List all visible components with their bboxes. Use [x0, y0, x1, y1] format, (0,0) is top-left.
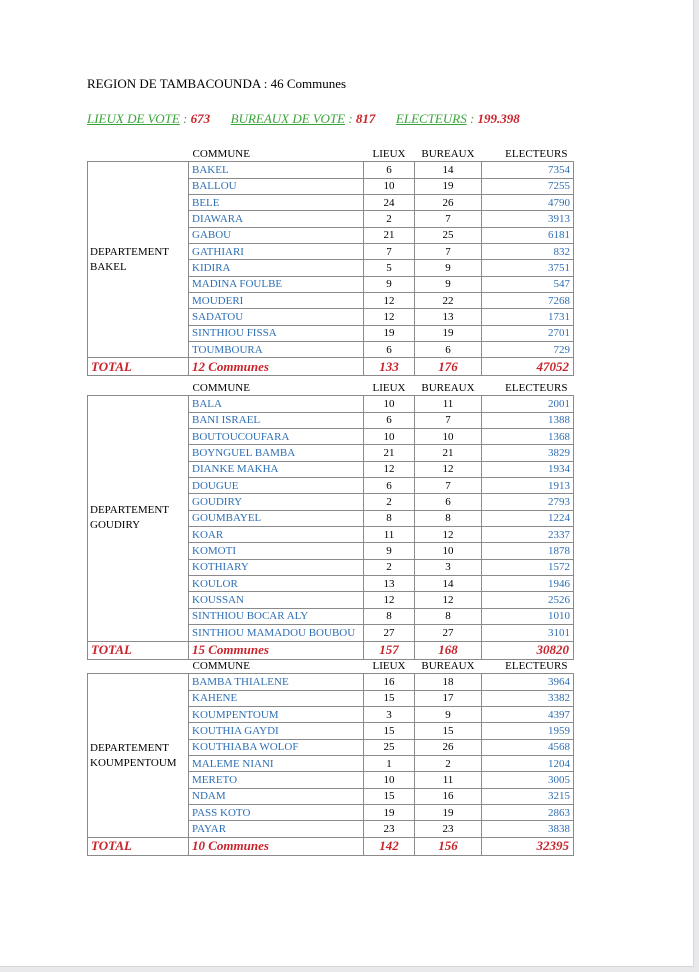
- commune-name: NDAM: [189, 788, 364, 804]
- bureaux-value: 817: [355, 111, 376, 126]
- electeurs-count: 2001: [482, 396, 574, 412]
- lieux-count: 19: [364, 805, 415, 821]
- lieux-count: 10: [364, 772, 415, 788]
- lieux-count: 21: [364, 445, 415, 461]
- lieux-count: 15: [364, 788, 415, 804]
- electeurs-count: 1946: [482, 576, 574, 592]
- table-row: [88, 396, 574, 412]
- total-label: TOTAL: [88, 358, 189, 376]
- electeurs-count: 7268: [482, 293, 574, 309]
- department-name: [88, 396, 189, 641]
- lieux-count: 12: [364, 309, 415, 325]
- commune-name: KOTHIARY: [189, 559, 364, 575]
- department-table-koumpentoum: [87, 658, 573, 856]
- bureaux-count: 14: [415, 576, 482, 592]
- bureaux-count: 21: [415, 445, 482, 461]
- commune-name: MERETO: [189, 772, 364, 788]
- lieux-count: 6: [364, 412, 415, 428]
- electeurs-count: 3838: [482, 821, 574, 837]
- commune-name: GOUDIRY: [189, 494, 364, 510]
- lieux-count: 2: [364, 494, 415, 510]
- header-row: [88, 380, 574, 396]
- commune-name: BAMBA THIALENE: [189, 674, 364, 690]
- commune-name: BOYNGUEL BAMBA: [189, 445, 364, 461]
- lieux-count: 12: [364, 461, 415, 477]
- lieux-count: 7: [364, 244, 415, 260]
- total-communes: 12 Communes: [189, 358, 364, 376]
- electeurs-count: 1224: [482, 510, 574, 526]
- department-label: DEPARTEMENT: [90, 504, 169, 517]
- commune-name: TOUMBOURA: [189, 342, 364, 358]
- total-electeurs: 47052: [482, 358, 574, 376]
- electeurs-count: 2863: [482, 805, 574, 821]
- bureaux-count: 13: [415, 309, 482, 325]
- department-name: [88, 674, 189, 837]
- commune-name: KOUMPENTOUM: [189, 707, 364, 723]
- bureaux-count: 7: [415, 244, 482, 260]
- commune-name: PAYAR: [189, 821, 364, 837]
- lieux-count: 25: [364, 739, 415, 755]
- commune-name: BALLOU: [189, 178, 364, 194]
- electeurs-count: 4790: [482, 195, 574, 211]
- commune-name: BAKEL: [189, 162, 364, 178]
- lieux-count: 16: [364, 674, 415, 690]
- electeurs-count: 3964: [482, 674, 574, 690]
- electeurs-count: 3215: [482, 788, 574, 804]
- commune-name: BELE: [189, 195, 364, 211]
- department-name: [88, 162, 189, 358]
- lieux-count: 8: [364, 608, 415, 624]
- commune-name: BOUTOUCOUFARA: [189, 429, 364, 445]
- header-row: [88, 658, 574, 674]
- region-summary: LIEUX DE VOTE : 673 BUREAUX DE VOTE : 817 ELECTEURS : 199.398: [87, 111, 520, 126]
- lieux-count: 27: [364, 625, 415, 641]
- results-table: [87, 658, 574, 856]
- total-lieux: 133: [364, 358, 415, 376]
- results-table: [87, 146, 574, 376]
- total-communes: 15 Communes: [189, 641, 364, 659]
- commune-name: SINTHIOU MAMADOU BOUBOU: [189, 625, 364, 641]
- bureaux-count: 19: [415, 805, 482, 821]
- lieux-count: 6: [364, 478, 415, 494]
- bureaux-count: 7: [415, 412, 482, 428]
- bureaux-count: 9: [415, 260, 482, 276]
- bureaux-count: 7: [415, 478, 482, 494]
- results-table: [87, 380, 574, 660]
- bureaux-count: 15: [415, 723, 482, 739]
- bureaux-count: 19: [415, 178, 482, 194]
- lieux-count: 15: [364, 723, 415, 739]
- commune-name: KOUTHIABA WOLOF: [189, 739, 364, 755]
- commune-name: MALEME NIANI: [189, 756, 364, 772]
- total-row: [88, 837, 574, 855]
- lieux-count: 3: [364, 707, 415, 723]
- lieux-count: 8: [364, 510, 415, 526]
- electeurs-count: 1388: [482, 412, 574, 428]
- total-electeurs: 30820: [482, 641, 574, 659]
- electeurs-count: 1010: [482, 608, 574, 624]
- lieux-value: 673: [190, 111, 211, 126]
- electeurs-count: 2701: [482, 325, 574, 341]
- commune-name: SINTHIOU BOCAR ALY: [189, 608, 364, 624]
- bureaux-count: 11: [415, 772, 482, 788]
- electeurs-count: 1878: [482, 543, 574, 559]
- electeurs-count: 4397: [482, 707, 574, 723]
- lieux-count: 5: [364, 260, 415, 276]
- header-bureaux: BUREAUX: [421, 381, 475, 394]
- bureaux-count: 8: [415, 510, 482, 526]
- lieux-label: LIEUX DE VOTE: [87, 111, 180, 126]
- commune-name: KOMOTI: [189, 543, 364, 559]
- header-blank: [88, 380, 189, 396]
- commune-name: PASS KOTO: [189, 805, 364, 821]
- electeurs-count: 1934: [482, 461, 574, 477]
- header-lieux: LIEUX: [372, 381, 406, 394]
- lieux-count: 24: [364, 195, 415, 211]
- electeurs-count: 7255: [482, 178, 574, 194]
- bureaux-count: 12: [415, 592, 482, 608]
- lieux-count: 23: [364, 821, 415, 837]
- commune-name: SINTHIOU FISSA: [189, 325, 364, 341]
- bureaux-count: 25: [415, 227, 482, 243]
- commune-name: KOULOR: [189, 576, 364, 592]
- total-label: TOTAL: [88, 837, 189, 855]
- total-row: [88, 358, 574, 376]
- electeurs-count: 3005: [482, 772, 574, 788]
- electeurs-count: 1572: [482, 559, 574, 575]
- total-electeurs: 32395: [482, 837, 574, 855]
- electeurs-label: ELECTEURS: [395, 111, 467, 126]
- electeurs-count: 1731: [482, 309, 574, 325]
- total-lieux: 157: [364, 641, 415, 659]
- bureaux-count: 12: [415, 461, 482, 477]
- header-lieux: LIEUX: [372, 147, 406, 160]
- total-communes: 10 Communes: [189, 837, 364, 855]
- commune-name: DOUGUE: [189, 478, 364, 494]
- electeurs-count: 1913: [482, 478, 574, 494]
- electeurs-count: 3101: [482, 625, 574, 641]
- bureaux-count: 11: [415, 396, 482, 412]
- header-row: [88, 146, 574, 162]
- bureaux-count: 3: [415, 559, 482, 575]
- header-bureaux: BUREAUX: [421, 147, 475, 160]
- total-bureaux: 176: [415, 358, 482, 376]
- header-blank: [88, 658, 189, 674]
- electeurs-count: 4568: [482, 739, 574, 755]
- electeurs-count: 3751: [482, 260, 574, 276]
- bureaux-count: 16: [415, 788, 482, 804]
- commune-name: KOUTHIA GAYDI: [189, 723, 364, 739]
- header-lieux: LIEUX: [372, 659, 406, 672]
- total-row: [88, 641, 574, 659]
- bureaux-count: 10: [415, 429, 482, 445]
- bureaux-count: 10: [415, 543, 482, 559]
- total-lieux: 142: [364, 837, 415, 855]
- commune-name: MADINA FOULBE: [189, 276, 364, 292]
- bureaux-count: 19: [415, 325, 482, 341]
- bureaux-count: 26: [415, 739, 482, 755]
- bureaux-count: 22: [415, 293, 482, 309]
- region-title: REGION DE TAMBACOUNDA : 46 Communes: [87, 76, 347, 91]
- lieux-count: 11: [364, 527, 415, 543]
- department-value: KOUMPENTOUM: [90, 756, 177, 769]
- commune-name: KIDIRA: [189, 260, 364, 276]
- lieux-count: 6: [364, 162, 415, 178]
- commune-name: KOAR: [189, 527, 364, 543]
- bureaux-count: 6: [415, 342, 482, 358]
- electeurs-count: 2337: [482, 527, 574, 543]
- lieux-count: 9: [364, 543, 415, 559]
- bureaux-count: 12: [415, 527, 482, 543]
- total-bureaux: 156: [415, 837, 482, 855]
- department-label: DEPARTEMENT: [90, 245, 169, 258]
- electeurs-count: 1959: [482, 723, 574, 739]
- lieux-count: 2: [364, 559, 415, 575]
- lieux-count: 6: [364, 342, 415, 358]
- header-blank: [88, 146, 189, 162]
- bureaux-count: 9: [415, 707, 482, 723]
- lieux-count: 21: [364, 227, 415, 243]
- bureaux-count: 27: [415, 625, 482, 641]
- lieux-count: 2: [364, 211, 415, 227]
- bureaux-count: 26: [415, 195, 482, 211]
- commune-name: GATHIARI: [189, 244, 364, 260]
- bureaux-count: 17: [415, 690, 482, 706]
- lieux-count: 10: [364, 429, 415, 445]
- electeurs-count: 3382: [482, 690, 574, 706]
- bureaux-label: BUREAUX DE VOTE: [230, 111, 346, 126]
- lieux-count: 12: [364, 592, 415, 608]
- commune-name: SADATOU: [189, 309, 364, 325]
- department-table-goudiry: [87, 380, 573, 660]
- electeurs-count: 1204: [482, 756, 574, 772]
- bureaux-count: 14: [415, 162, 482, 178]
- electeurs-count: 3829: [482, 445, 574, 461]
- electeurs-count: 729: [482, 342, 574, 358]
- electeurs-count: 1368: [482, 429, 574, 445]
- bureaux-count: 6: [415, 494, 482, 510]
- header-electeurs: ELECTEURS: [505, 381, 568, 394]
- bureaux-count: 2: [415, 756, 482, 772]
- total-bureaux: 168: [415, 641, 482, 659]
- total-label: TOTAL: [88, 641, 189, 659]
- lieux-count: 10: [364, 396, 415, 412]
- table-row: [88, 162, 574, 178]
- lieux-count: 9: [364, 276, 415, 292]
- bureaux-count: 23: [415, 821, 482, 837]
- electeurs-count: 547: [482, 276, 574, 292]
- header-electeurs: ELECTEURS: [505, 659, 568, 672]
- commune-name: GABOU: [189, 227, 364, 243]
- bureaux-count: 9: [415, 276, 482, 292]
- electeurs-count: 832: [482, 244, 574, 260]
- commune-name: GOUMBAYEL: [189, 510, 364, 526]
- header-bureaux: BUREAUX: [421, 659, 475, 672]
- commune-name: KOUSSAN: [189, 592, 364, 608]
- electeurs-count: 6181: [482, 227, 574, 243]
- department-table-bakel: [87, 146, 573, 376]
- bureaux-count: 8: [415, 608, 482, 624]
- bureaux-count: 18: [415, 674, 482, 690]
- lieux-count: 19: [364, 325, 415, 341]
- commune-name: KAHENE: [189, 690, 364, 706]
- lieux-count: 13: [364, 576, 415, 592]
- electeurs-count: 2793: [482, 494, 574, 510]
- commune-name: BANI ISRAEL: [189, 412, 364, 428]
- commune-name: MOUDERI: [189, 293, 364, 309]
- department-value: GOUDIRY: [90, 519, 141, 532]
- header-commune: COMMUNE: [192, 147, 250, 160]
- department-value: BAKEL: [90, 260, 127, 273]
- electeurs-count: 3913: [482, 211, 574, 227]
- lieux-count: 10: [364, 178, 415, 194]
- electeurs-count: 2526: [482, 592, 574, 608]
- lieux-count: 1: [364, 756, 415, 772]
- department-label: DEPARTEMENT: [90, 741, 169, 754]
- electeurs-value: 199.398: [477, 111, 520, 126]
- header-commune: COMMUNE: [192, 659, 250, 672]
- electeurs-count: 7354: [482, 162, 574, 178]
- commune-name: BALA: [189, 396, 364, 412]
- header-electeurs: ELECTEURS: [505, 147, 568, 160]
- commune-name: DIAWARA: [189, 211, 364, 227]
- lieux-count: 15: [364, 690, 415, 706]
- lieux-count: 12: [364, 293, 415, 309]
- bureaux-count: 7: [415, 211, 482, 227]
- commune-name: DIANKE MAKHA: [189, 461, 364, 477]
- header-commune: COMMUNE: [192, 381, 250, 394]
- table-row: [88, 674, 574, 690]
